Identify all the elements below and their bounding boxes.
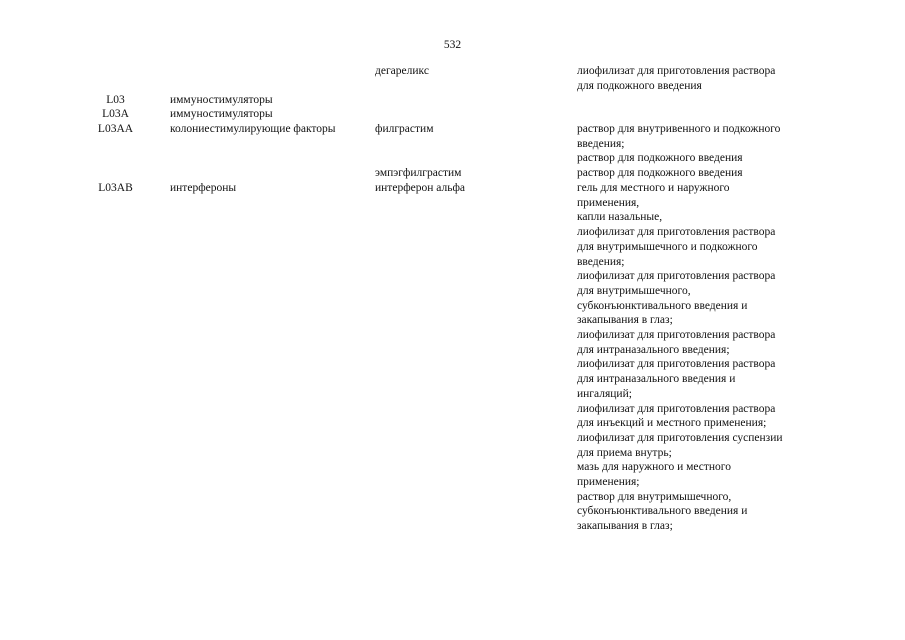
form-line: раствор для внутримышечного, (577, 490, 732, 503)
form-line: закапывания в глаз; (577, 314, 673, 327)
dosage-forms (577, 181, 812, 534)
form-line: гель для местного и наружного (577, 182, 730, 194)
form-line: применения, (577, 196, 640, 209)
drug-name: интерферон альфа (375, 182, 466, 194)
atc-code: L03A (102, 108, 129, 120)
form-line: для интраназального введения; (577, 343, 730, 356)
form-line: закапывания в глаз; (577, 520, 673, 533)
page-number: 532 (443, 39, 462, 51)
form-line: лиофилизат для приготовления раствора (577, 329, 776, 342)
form-line: раствор для внутривенного и подкожного (577, 123, 781, 135)
drug-name: дегареликс (375, 65, 429, 77)
form-line: раствор для подкожного введения (577, 152, 743, 165)
atc-code: L03AA (97, 123, 134, 135)
form-line: субконъюнктивального введения и (577, 299, 748, 312)
form-line: ингаляций; (577, 387, 632, 400)
anatomical-group: колониестимулирующие факторы (170, 123, 336, 135)
form-line: для инъекций и местного применения; (577, 417, 767, 430)
dosage-forms (577, 122, 812, 166)
form-line: лиофилизат для приготовления раствора (577, 226, 776, 239)
form-line: лиофилизат для приготовления суспензии (577, 431, 783, 444)
anatomical-group: иммуностимуляторы (170, 94, 273, 106)
form-line: для приема внутрь; (577, 446, 672, 459)
anatomical-group: интерфероны (170, 182, 237, 194)
form-line: лиофилизат для приготовления раствора (577, 65, 776, 77)
form-line: применения; (577, 476, 640, 489)
atc-code: L03 (106, 94, 125, 106)
form-line: лиофилизат для приготовления раствора (577, 402, 776, 415)
form-line: субконъюнктивального введения и (577, 505, 748, 518)
form-line: лиофилизат для приготовления раствора (577, 270, 776, 283)
dosage-forms (577, 64, 812, 93)
drug-name: эмпэгфилграстим (375, 167, 462, 179)
form-line: для внутримышечного, (577, 284, 691, 297)
form-line: капли назальные, (577, 211, 663, 224)
form-line: лиофилизат для приготовления раствора (577, 358, 776, 371)
form-line: раствор для подкожного введения (577, 167, 743, 179)
form-line: введения; (577, 137, 625, 150)
dosage-forms (577, 166, 812, 181)
drug-name: филграстим (375, 123, 434, 135)
atc-code: L03AB (98, 182, 133, 194)
form-line: для подкожного введения (577, 79, 702, 92)
anatomical-group: иммуностимуляторы (170, 108, 273, 120)
form-line: введения; (577, 255, 625, 268)
form-line: для интраназального введения и (577, 373, 736, 386)
form-line: мазь для наружного и местного (577, 461, 731, 474)
form-line: для внутримышечного и подкожного (577, 240, 758, 253)
